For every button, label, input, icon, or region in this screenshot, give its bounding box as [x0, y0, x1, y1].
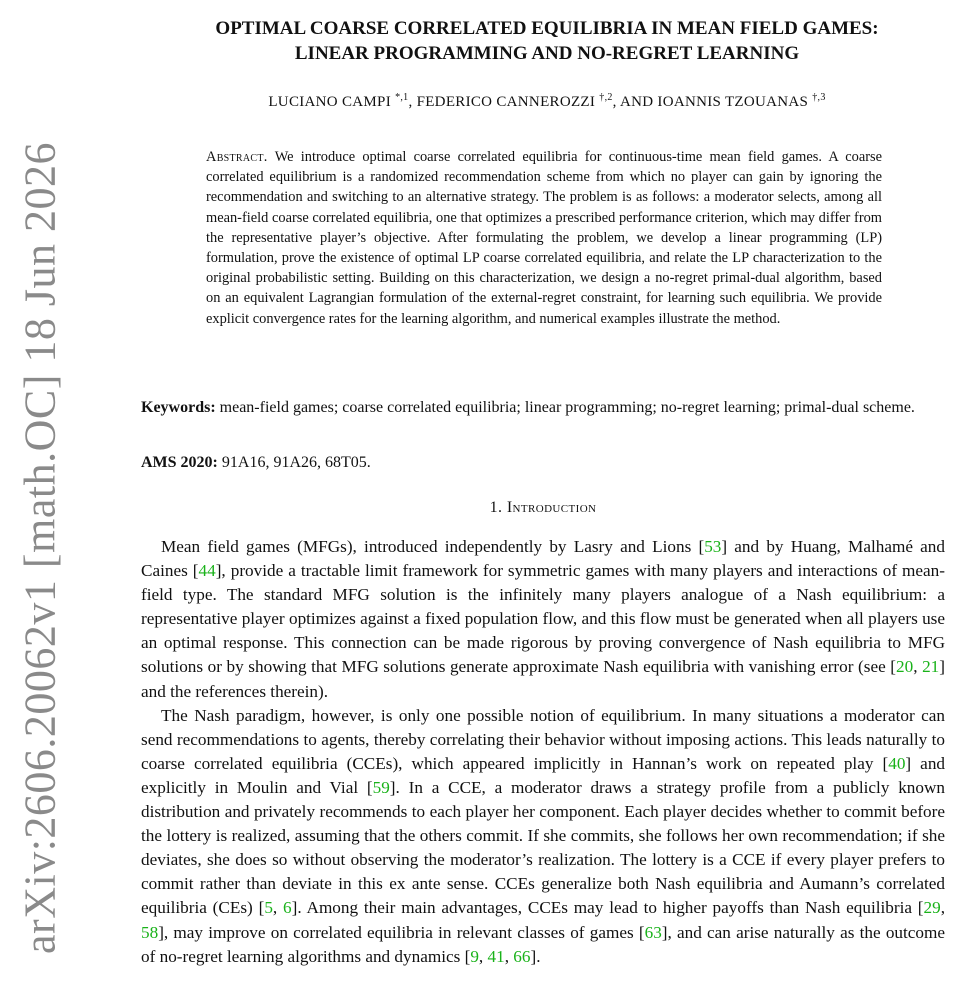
- citation-link[interactable]: 58: [141, 922, 159, 942]
- ams-label: AMS 2020:: [141, 454, 218, 471]
- text-run: ], provide a tractable limit framework for symmetric games with many players and interactions of mean-field type. The standard MFG solution is the infinitely many players analogue of a Nash equilibrium: a representative player optimizes against a fixed population flow, and this flow must be generated when all players use an optimal response. This connection can be made rigorous by proving convergence of Nash equilibria to MFG solutions or by showing that MFG solutions generate approximate Nash equilibria with vanishing error (see [: [141, 561, 945, 677]
- text-run: Mean field games (MFGs), introduced independently by Lasry and Lions [: [161, 537, 705, 556]
- author-list: [150, 92, 944, 111]
- author-separator: ,: [408, 94, 417, 110]
- text-run: The Nash paradigm, however, is only one possible notion of equilibrium. In many situations a moderator can send recommendations to agents, thereby correlating their behavior without imposing actions. This leads naturally to coarse correlated equilibria (CCEs), which appeared implicitly in Hannan’s work on repeated play [: [141, 705, 945, 773]
- paragraph: [141, 704, 945, 969]
- citation-link[interactable]: 5: [264, 898, 273, 918]
- citation-link[interactable]: 41: [487, 946, 505, 966]
- citation-link[interactable]: 29: [923, 898, 941, 918]
- text-run: ,: [940, 898, 946, 918]
- section-number: 1.: [489, 499, 503, 516]
- author-mark: *,1: [395, 92, 409, 103]
- title-line-2: LINEAR PROGRAMMING AND NO-REGRET LEARNING: [294, 43, 800, 64]
- keywords-label: Keywords:: [141, 399, 216, 416]
- arxiv-sidebar: [0, 0, 80, 1000]
- author-separator: ,: [612, 94, 620, 110]
- text-run: ] and explicitly in Moulin and Vial [: [141, 753, 946, 797]
- text-run: ] and by Huang, Malhamé and Caines [: [141, 537, 945, 581]
- citation-link[interactable]: 20: [896, 657, 914, 677]
- author-mark: †,3: [812, 92, 826, 103]
- citation-link[interactable]: 9: [470, 946, 479, 966]
- text-run: ], and can arise naturally as the outcome of no-regret learning algorithms and dynamics [: [141, 922, 946, 966]
- arxiv-identifier: arXiv:2606.20062v1 [math.OC] 18 Jun 2026: [15, 142, 65, 954]
- abstract-label: Abstract.: [206, 149, 268, 165]
- abstract-text: We introduce optimal coarse correlated equilibria for continuous-time mean field games. A coarse correlated equilibrium is a randomized recommendation scheme from which no player can gain by ignoring the recommendation and switching to an alternative strategy. The problem is as follows: a moderator selects, among all mean-field coarse correlated equilibria, one that optimizes a prescribed performance criterion, which may differ from the representative player’s objective. After formulating the problem, we develop a linear programming (LP) formulation, prove the existence of optimal LP coarse correlated equilibria, and relate the LP characterization to the original probabilistic setting. Building on this characterization, we design a no-regret primal-dual algorithm, based on an equivalent Lagrangian formulation of the external-regret constraint, for learning such equilibria. We provide explicit convergence rates for the learning algorithm, and numerical examples illustrate the method.: [206, 149, 883, 327]
- section-title: Introduction: [506, 499, 597, 516]
- text-run: ] and the references therein).: [141, 657, 945, 701]
- keywords-text: mean-field games; coarse correlated equilibria; linear programming; no-regret learning; primal-dual scheme.: [219, 399, 915, 416]
- ams-classification: [141, 451, 945, 474]
- text-run: ].: [530, 946, 541, 966]
- citation-link[interactable]: 40: [888, 753, 906, 773]
- citation-link[interactable]: 21: [922, 657, 940, 677]
- body-text: [141, 535, 945, 969]
- paper-title: [150, 16, 944, 66]
- title-line-1: OPTIMAL COARSE CORRELATED EQUILIBRIA IN MEAN FIELD GAMES:: [215, 18, 879, 39]
- abstract: [206, 147, 882, 329]
- author-name: LUCIANO CAMPI: [268, 94, 391, 110]
- text-run: ]. In a CCE, a moderator draws a strategy profile from a publicly known distribution and privately recommends to each player her component. Each player decides whether to commit before the lottery is realized, assuming that the others commit. If she commits, she follows her own recommendation; if she deviates, she does so without observing the moderator’s realization. The lottery is a CCE if every player prefers to commit rather than deviate in this ex ante sense. CCEs generalize both Nash equilibria and Aumann’s correlated equilibria (CEs) [: [141, 777, 945, 918]
- author-name: FEDERICO CANNEROZZI: [416, 94, 596, 110]
- author-mark: †,2: [599, 92, 613, 103]
- citation-link[interactable]: 6: [283, 898, 292, 918]
- citation-link[interactable]: 66: [513, 946, 531, 966]
- citation-link[interactable]: 59: [372, 777, 390, 797]
- keywords: [141, 396, 945, 419]
- text-run: ]. Among their main advantages, CCEs may lead to higher payoffs than Nash equilibria [: [291, 898, 924, 918]
- citation-link[interactable]: 53: [704, 537, 722, 556]
- text-run: ,: [913, 657, 923, 677]
- citation-link[interactable]: 44: [198, 561, 216, 581]
- text-run: ], may improve on correlated equilibria in relevant classes of games [: [158, 922, 645, 942]
- text-run: ,: [504, 946, 514, 966]
- section-heading: [141, 499, 945, 517]
- text-run: ,: [272, 898, 284, 918]
- text-run: ,: [478, 946, 488, 966]
- paragraph: [141, 535, 945, 704]
- citation-link[interactable]: 63: [644, 922, 662, 942]
- author-name: AND IOANNIS TZOUANAS: [619, 94, 809, 110]
- ams-codes: 91A16, 91A26, 68T05.: [221, 454, 371, 471]
